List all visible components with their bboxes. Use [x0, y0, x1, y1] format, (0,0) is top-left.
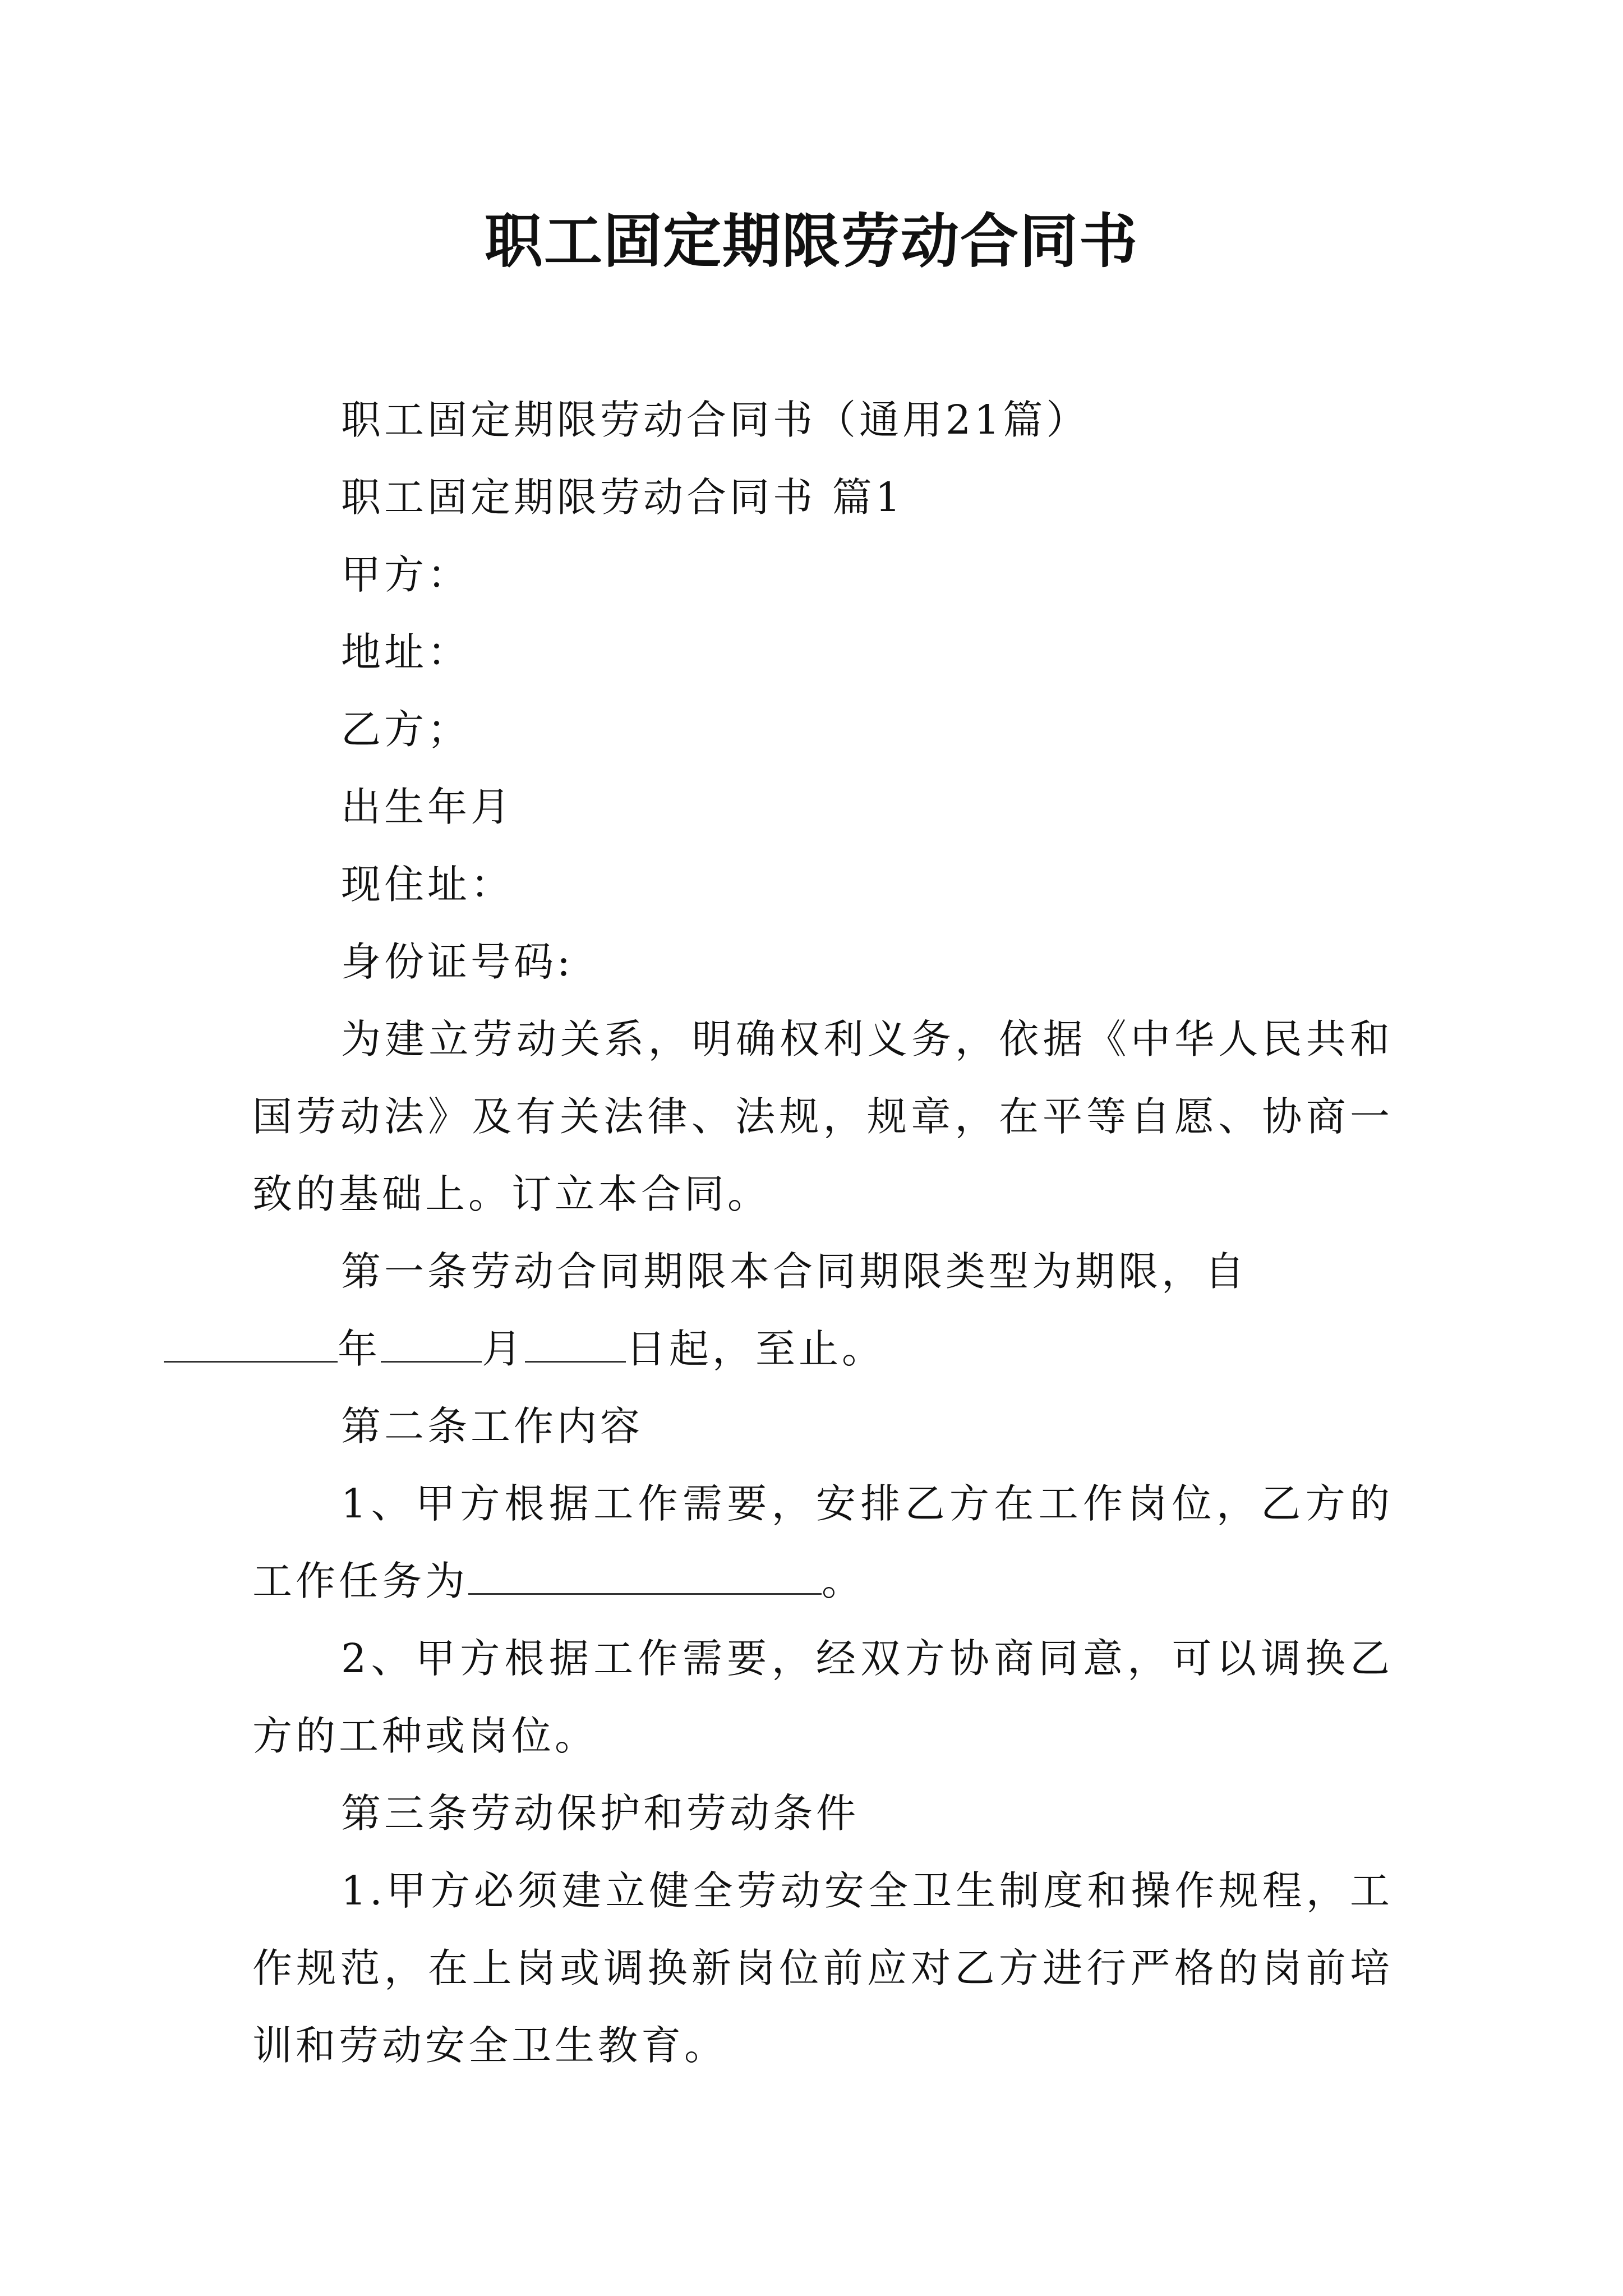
section-heading: 职工固定期限劳动合同书 篇1	[341, 474, 904, 521]
birth-date-field: 出生年月	[341, 784, 514, 830]
id-number-field: 身份证号码:	[341, 938, 574, 985]
party-a-field: 甲方：	[341, 551, 471, 598]
item-1-end: 。	[822, 1558, 865, 1604]
item-1-text: 1、甲方根据工作需要，安排乙方在工作岗位，乙方的工作任务为	[252, 1480, 1393, 1604]
party-b-field: 乙方；	[341, 706, 471, 753]
article-two-item-1	[252, 1465, 1393, 1620]
document-body	[252, 381, 1393, 2085]
month-blank	[381, 1322, 482, 1363]
task-blank	[468, 1554, 822, 1595]
address-field: 地址：	[341, 629, 471, 675]
document-title: 职工固定期限劳动合同书	[484, 206, 1138, 275]
article-one-paragraph	[252, 1233, 1393, 1388]
preamble-paragraph: 为建立劳动关系，明确权利义务，依据《中华人民共和国劳动法》及有关法律、法规，规章，在平等自愿、协商一致的基础上。订立本合同。	[252, 1016, 1393, 1217]
year-label: 年	[338, 1326, 381, 1372]
year-blank	[164, 1322, 338, 1363]
current-address-field: 现住址：	[341, 861, 514, 908]
subtitle-line: 职工固定期限劳动合同书（通用21篇）	[341, 397, 1090, 443]
article-three-heading: 第三条劳动保护和劳动条件	[341, 1790, 860, 1837]
month-label: 月	[482, 1326, 525, 1372]
article-two-item-2: 2、甲方根据工作需要，经双方协商同意，可以调换乙方的工种或岗位。	[252, 1635, 1393, 1759]
day-label: 日起，至止。	[626, 1326, 886, 1372]
article-three-item-1: 1.甲方必须建立健全劳动安全卫生制度和操作规程，工作规范，在上岗或调换新岗位前应对乙方进行严格的岗前培训和劳动安全卫生教育。	[252, 1867, 1393, 2069]
article-one-text: 第一条劳动合同期限本合同期限类型为期限，自	[341, 1248, 1248, 1295]
day-blank	[525, 1322, 626, 1363]
article-two-heading: 第二条工作内容	[341, 1403, 644, 1450]
